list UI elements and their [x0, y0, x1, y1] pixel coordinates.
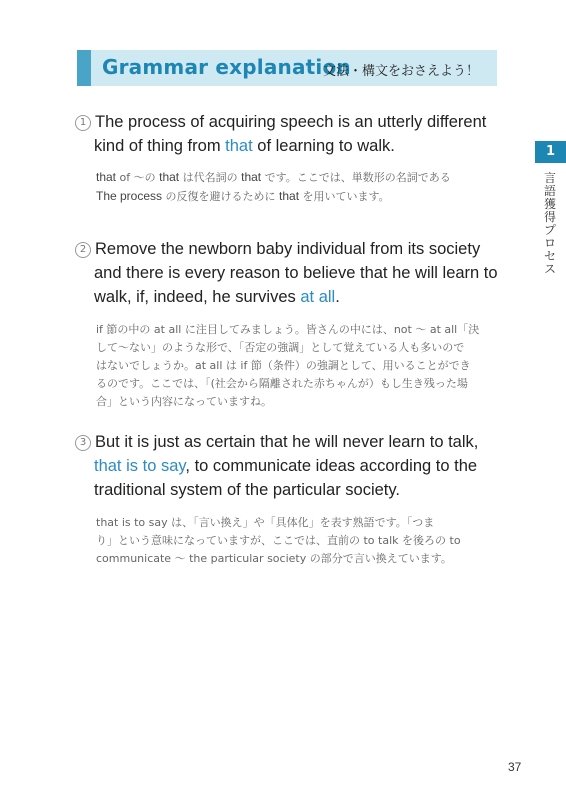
explanation-note: if 節の中の at all に注目してみましょう。皆さんの中には、not ～ at all「決 して～ない」のような形で、「否定の強調」として覚えている人も多いので はないでしょうか。at all は if 節（条件）の強調として、用いることができ るのです。ここでは、「(社会から隔離された赤ちゃんが）もし生き残った場 合」という内容になっていますね。 [96, 323, 480, 408]
sentence-line: The process of acquiring speech is an utterly different [95, 113, 487, 131]
sentence-line: traditional system of the particular society. [94, 481, 400, 499]
highlighted-phrase: that is to say [94, 457, 186, 475]
page-number: 37 [508, 760, 522, 774]
example-sentence [75, 430, 500, 502]
highlighted-phrase: that [225, 137, 253, 155]
chapter-number-tab: 1 [535, 141, 566, 163]
section-header [77, 50, 497, 86]
sentence-line: that is to say, to communicate ideas according to the [94, 457, 478, 475]
explanation-note: that is to say は、「言い換え」や「具体化」を表す熟語です。「つま り」という意味になっていますが、ここでは、直前の to talk を後ろの to communicate ～ the particular society の部分で言い換えています。 [96, 516, 461, 565]
sentence-line: But it is just as certain that he will never learn to talk, [95, 433, 479, 451]
item-number-badge: 2 [75, 242, 91, 258]
header-accent-bar [77, 50, 91, 86]
example-sentence [75, 237, 500, 309]
sentence-line: walk, if, indeed, he survives at all. [94, 288, 340, 306]
chapter-label: 言語獲得プロセス [543, 171, 556, 276]
item-number-badge: 3 [75, 435, 91, 451]
explanation-note: that of ～の that は代名詞の that です。ここでは、単数形の名詞である The process の反復を避けるために that を用いています。 [96, 170, 451, 203]
highlighted-phrase: at all [300, 288, 336, 306]
explanation-item-1 [75, 110, 500, 206]
sentence-line: kind of thing from that of learning to walk. [94, 137, 395, 155]
section-subtitle: 文法・構文をおさえよう！ [323, 64, 480, 79]
sentence-line: and there is every reason to believe that he will learn to [94, 264, 498, 282]
explanation-item-3 [75, 430, 500, 568]
example-sentence [75, 110, 500, 158]
explanation-item-2 [75, 237, 500, 411]
sentence-line: Remove the newborn baby individual from its society [95, 240, 481, 258]
section-title: Grammar explanation [102, 55, 351, 79]
item-number-badge: 1 [75, 115, 91, 131]
